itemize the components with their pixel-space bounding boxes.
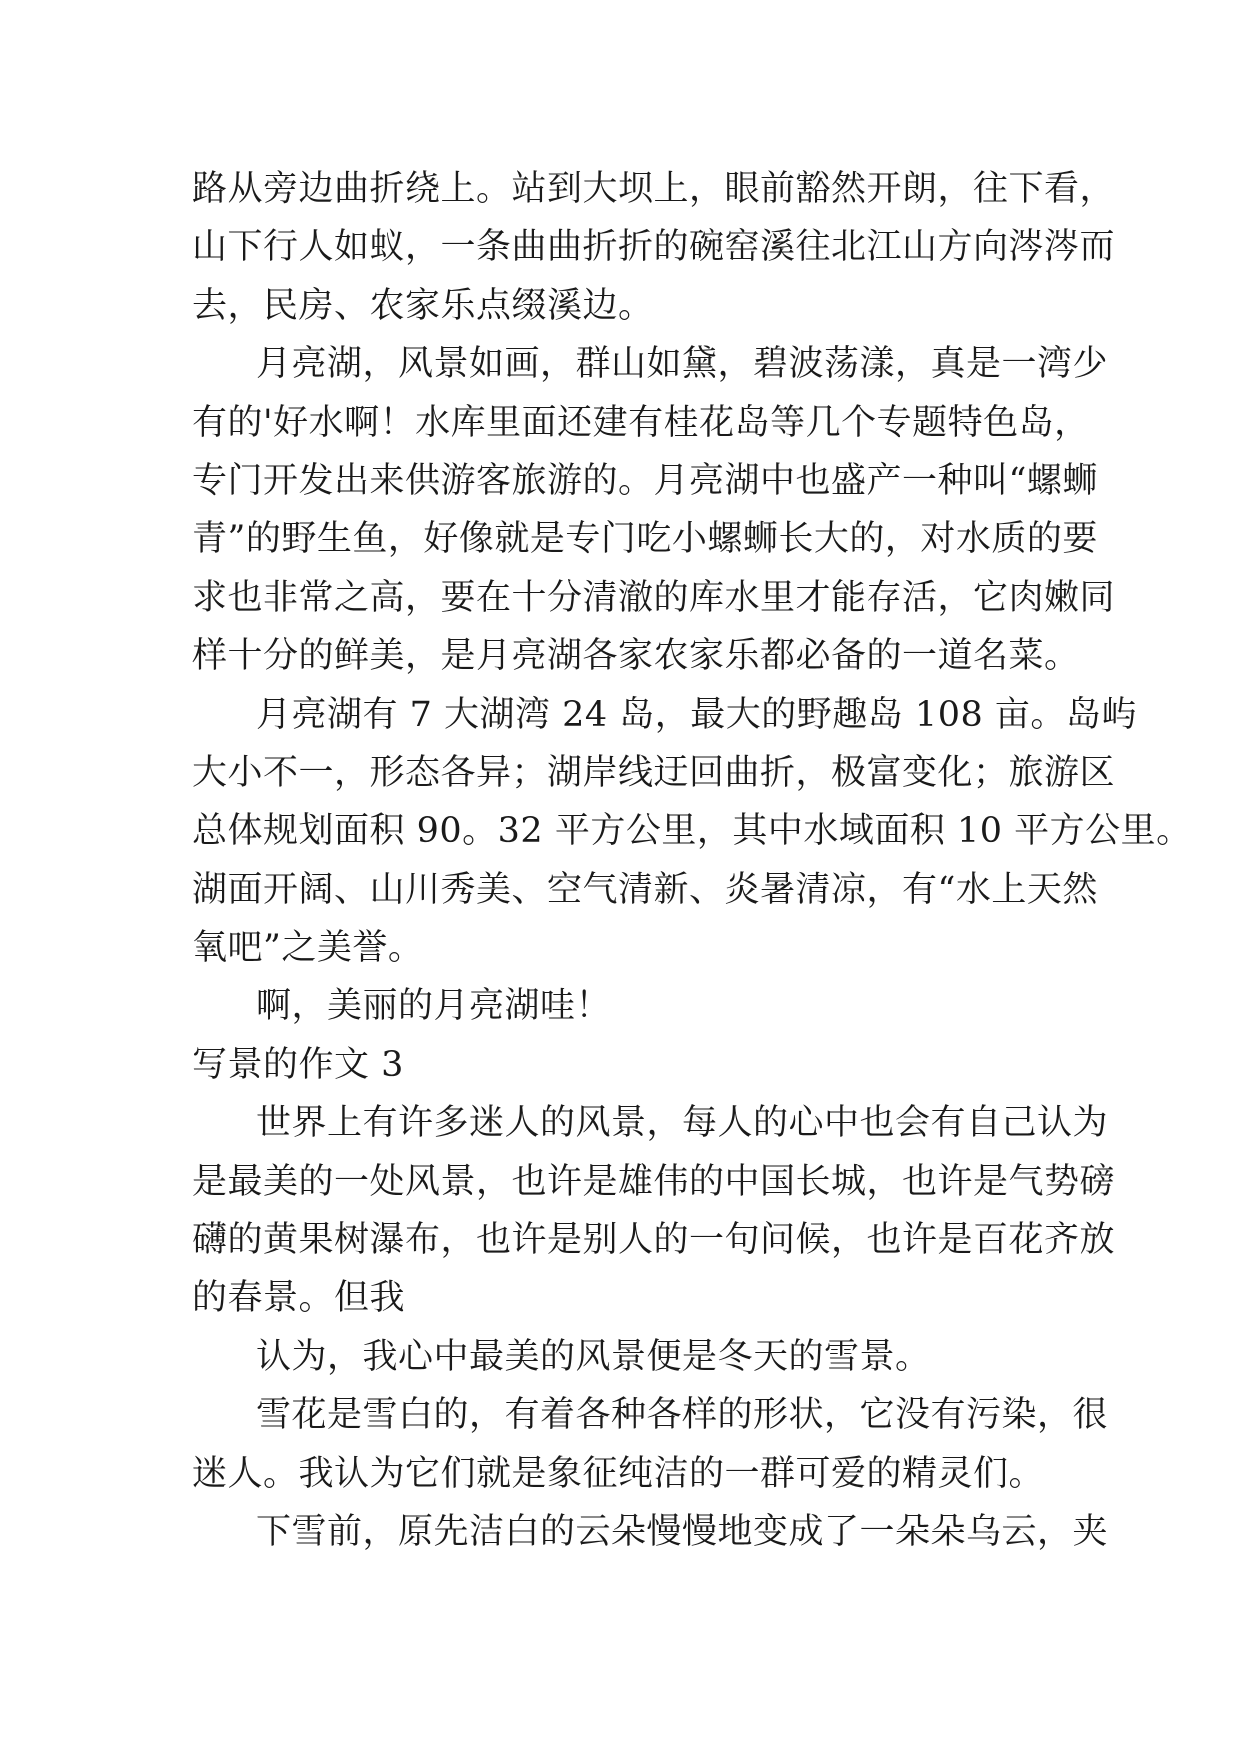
paragraph — [192, 686, 1192, 978]
text-line: 礴的黄果树瀑布，也许是别人的一句问候，也许是百花齐放 — [192, 1220, 1116, 1261]
text-line: 氧吧”之美誉。 — [192, 928, 424, 969]
text-line: 是最美的一处风景，也许是雄伟的中国长城，也许是气势磅 — [192, 1161, 1116, 1202]
text-line: 青”的野生鱼，好像就是专门吃小螺蛳长大的，对水质的要 — [192, 519, 1098, 560]
text-line: 下雪前，原先洁白的云朵慢慢地变成了一朵朵乌云，夹 — [256, 1511, 1109, 1552]
text-line: 山下行人如蚁，一条曲曲折折的碗窑溪往北江山方向涔涔而 — [192, 227, 1116, 268]
paragraph — [192, 1386, 1109, 1503]
text-line: 路从旁边曲折绕上。站到大坝上，眼前豁然开朗，往下看， — [192, 169, 1116, 209]
text-line: 世界上有许多迷人的风景，每人的心中也会有自己认为 — [256, 1103, 1109, 1144]
text-line: 有的'好水啊！水库里面还建有桂花岛等几个专题特色岛， — [192, 402, 1090, 443]
paragraph — [192, 1503, 1109, 1561]
text-line: 雪花是雪白的，有着各种各样的形状，它没有污染，很 — [256, 1395, 1109, 1436]
text-line: 的春景。但我 — [192, 1278, 406, 1319]
text-line: 迷人。我认为它们就是象征纯洁的一群可爱的精灵们。 — [192, 1453, 1045, 1494]
paragraph — [192, 977, 1072, 1035]
text-line: 大小不一，形态各异；湖岸线迂回曲折，极富变化；旅游区 — [192, 752, 1116, 793]
text-line: 求也非常之高，要在十分清澈的库水里才能存活，它肉嫩同 — [192, 577, 1116, 618]
document-body — [192, 160, 1192, 1561]
paragraph — [192, 160, 1116, 335]
text-line: 月亮湖有 7 大湖湾 24 岛，最大的野趣岛 108 亩。岛屿 — [256, 694, 1137, 735]
text-line: 去，民房、农家乐点缀溪边。 — [192, 285, 654, 326]
text-line: 总体规划面积 90。32 平方公里，其中水域面积 10 平方公里。 — [192, 811, 1192, 852]
paragraph — [192, 335, 1116, 685]
text-line: 月亮湖，风景如画，群山如黛，碧波荡漾，真是一湾少 — [256, 344, 1109, 385]
text-line: 湖面开阔、山川秀美、空气清新、炎暑清凉，有“水上天然 — [192, 869, 1098, 910]
text-line: 认为，我心中最美的风景便是冬天的雪景。 — [256, 1336, 931, 1377]
paragraph — [192, 1328, 1072, 1386]
section-heading: 写景的作文 3 — [192, 1044, 404, 1085]
text-line: 啊，美丽的月亮湖哇！ — [256, 986, 612, 1027]
paragraph — [192, 1094, 1116, 1328]
text-line: 样十分的鲜美，是月亮湖各家农家乐都必备的一道名菜。 — [192, 636, 1080, 677]
text-line: 专门开发出来供游客旅游的。月亮湖中也盛产一种叫“螺蛳 — [192, 460, 1098, 501]
